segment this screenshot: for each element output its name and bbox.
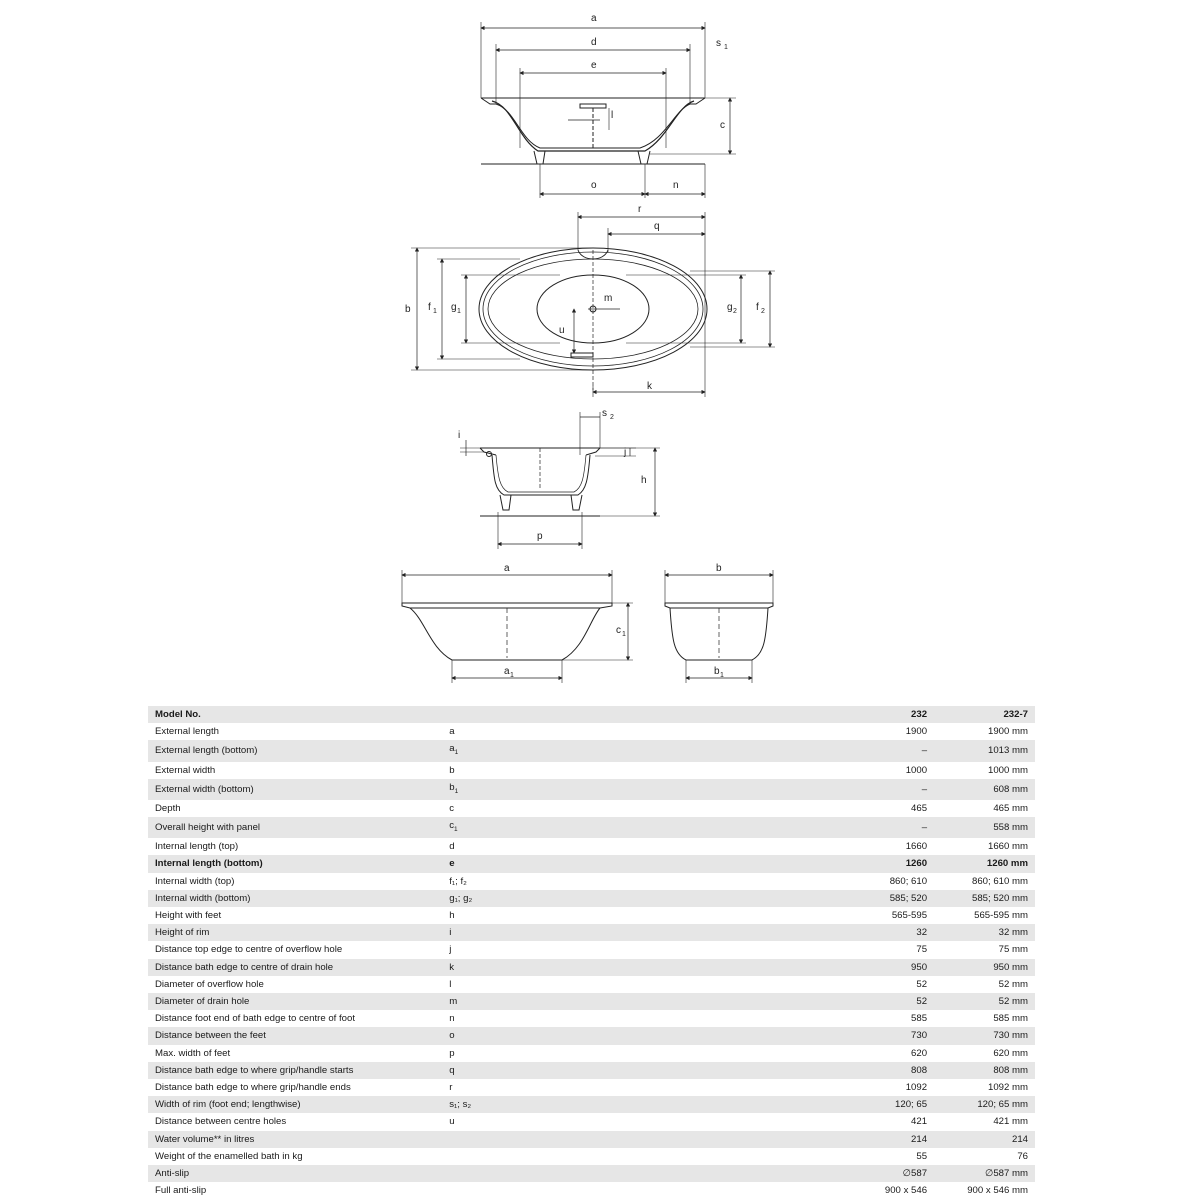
table-row [148, 1113, 1035, 1130]
row-symbol: q [442, 1062, 779, 1079]
dim-label-g2: g [727, 302, 733, 313]
row-label: Anti-slip [148, 1165, 442, 1182]
table-row [148, 779, 1035, 800]
row-symbol: u [442, 1113, 779, 1130]
row-value-232-7: 950 mm [934, 959, 1035, 976]
row-value-232: 565-595 [779, 907, 934, 924]
dim-label-panel-b: b [716, 563, 722, 574]
row-value-232-7: 1900 mm [934, 723, 1035, 740]
panel-side-drawing [402, 570, 633, 683]
row-value-232: 900 x 546 [779, 1182, 934, 1199]
table-row [148, 1045, 1035, 1062]
row-value-232-7: 76 [934, 1148, 1035, 1165]
row-label: Overall height with panel [148, 817, 442, 838]
row-value-232-7: 860; 610 mm [934, 873, 1035, 890]
row-label: Height of rim [148, 924, 442, 941]
row-value-232-7: 730 mm [934, 1027, 1035, 1044]
dim-label-i: i [458, 430, 461, 441]
row-symbol-subscript: 1 [454, 787, 459, 795]
row-symbol: d [442, 838, 779, 855]
dim-label-g1: g [451, 302, 457, 313]
row-symbol [442, 1165, 779, 1182]
end-view-drawing [460, 412, 660, 549]
row-symbol: s₁; s₂ [442, 1096, 779, 1113]
dim-label-m: m [604, 293, 613, 304]
row-value-232-7: 1092 mm [934, 1079, 1035, 1096]
dim-label-k: k [647, 381, 652, 392]
dim-label-s2: s [602, 408, 607, 419]
row-symbol: l [442, 976, 779, 993]
dim-label-e: e [591, 60, 597, 71]
row-label: Internal width (top) [148, 873, 442, 890]
row-label: Diameter of overflow hole [148, 976, 442, 993]
row-value-232: – [779, 779, 934, 800]
row-value-232: 1092 [779, 1079, 934, 1096]
panel-side-labels [504, 563, 626, 679]
row-symbol: f₁; f₂ [442, 873, 779, 890]
dim-label-s2-sub: 2 [610, 414, 614, 421]
row-value-232-7: 1660 mm [934, 838, 1035, 855]
row-value-232-7: 808 mm [934, 1062, 1035, 1079]
row-label: Distance between centre holes [148, 1113, 442, 1130]
dim-label-c1-sub: 1 [622, 631, 626, 638]
row-value-232: 585 [779, 1010, 934, 1027]
row-value-232: 808 [779, 1062, 934, 1079]
table-row [148, 924, 1035, 941]
row-value-232-7: 1260 mm [934, 855, 1035, 872]
dim-label-l: l [611, 110, 614, 121]
row-value-232: 585; 520 [779, 890, 934, 907]
row-label: Distance between the feet [148, 1027, 442, 1044]
table-row [148, 1062, 1035, 1079]
row-label: Internal length (top) [148, 838, 442, 855]
row-value-232-7: 32 mm [934, 924, 1035, 941]
row-label: Diameter of drain hole [148, 993, 442, 1010]
dim-label-a: a [591, 13, 597, 24]
table-row [148, 1027, 1035, 1044]
row-value-232-7: 120; 65 mm [934, 1096, 1035, 1113]
row-value-232-7: 620 mm [934, 1045, 1035, 1062]
row-label: External length (bottom) [148, 740, 442, 761]
table-row [148, 1182, 1035, 1199]
row-symbol: g₁; g₂ [442, 890, 779, 907]
dim-label-u: u [559, 325, 565, 336]
row-symbol-subscript: 1 [454, 749, 459, 757]
row-value-232-7: 565-595 mm [934, 907, 1035, 924]
row-value-232: 52 [779, 976, 934, 993]
table-row [148, 723, 1035, 740]
row-value-232: – [779, 740, 934, 761]
row-label: Distance bath edge to where grip/handle ends [148, 1079, 442, 1096]
row-label: Distance bath edge to where grip/handle starts [148, 1062, 442, 1079]
row-label: Water volume** in litres [148, 1131, 442, 1148]
row-symbol: k [442, 959, 779, 976]
row-value-232-7: 608 mm [934, 779, 1035, 800]
side-view-drawing [481, 22, 736, 198]
dim-label-panel-a: a [504, 563, 510, 574]
table-row [148, 890, 1035, 907]
row-symbol [442, 1148, 779, 1165]
row-label: External length [148, 723, 442, 740]
dim-label-f2-sub: 2 [761, 308, 765, 315]
row-value-232: 950 [779, 959, 934, 976]
table-row [148, 873, 1035, 890]
row-symbol: i [442, 924, 779, 941]
dim-label-a1: a [504, 666, 510, 677]
header-model-label: Model No. [148, 706, 442, 723]
row-value-232: 620 [779, 1045, 934, 1062]
dim-label-b1-sub: 1 [720, 672, 724, 679]
dim-label-r: r [638, 204, 642, 215]
table-row [148, 855, 1035, 872]
dim-label-s1-sub: 1 [724, 44, 728, 51]
table-row [148, 959, 1035, 976]
row-symbol: p [442, 1045, 779, 1062]
row-symbol: b [442, 762, 779, 779]
dim-label-p: p [537, 531, 543, 542]
row-value-232: 55 [779, 1148, 934, 1165]
row-value-232-7: ∅587 mm [934, 1165, 1035, 1182]
row-value-232: 421 [779, 1113, 934, 1130]
row-label: Depth [148, 800, 442, 817]
row-label: Distance top edge to centre of overflow hole [148, 941, 442, 958]
row-value-232-7: 585 mm [934, 1010, 1035, 1027]
table-row [148, 1096, 1035, 1113]
row-value-232-7: 1000 mm [934, 762, 1035, 779]
dim-label-j: j [624, 447, 627, 458]
table-row [148, 1010, 1035, 1027]
dim-label-o: o [591, 180, 597, 191]
row-value-232: 1900 [779, 723, 934, 740]
row-symbol: m [442, 993, 779, 1010]
row-symbol: $b_1$ [442, 779, 779, 800]
dim-label-h: h [641, 475, 647, 486]
header-model-232: 232 [779, 706, 934, 723]
table-row [148, 907, 1035, 924]
table-row [148, 800, 1035, 817]
dim-label-g2-sub: 2 [733, 308, 737, 315]
row-label: External width (bottom) [148, 779, 442, 800]
row-symbol: $a_1$ [442, 740, 779, 761]
row-value-232: 860; 610 [779, 873, 934, 890]
table-row [148, 838, 1035, 855]
row-value-232-7: 585; 520 mm [934, 890, 1035, 907]
row-symbol: a [442, 723, 779, 740]
table-row [148, 1165, 1035, 1182]
dim-label-n: n [673, 180, 679, 191]
dim-label-d: d [591, 37, 597, 48]
row-label: Distance bath edge to centre of drain hole [148, 959, 442, 976]
row-value-232: 465 [779, 800, 934, 817]
row-symbol: r [442, 1079, 779, 1096]
row-label: Width of rim (foot end; lengthwise) [148, 1096, 442, 1113]
row-value-232: 52 [779, 993, 934, 1010]
table-row [148, 1131, 1035, 1148]
dim-label-c1: c [616, 625, 621, 636]
dim-label-f1: f [428, 302, 431, 313]
table-row [148, 941, 1035, 958]
dim-label-g1-sub: 1 [457, 308, 461, 315]
end-view-labels [458, 408, 647, 542]
row-value-232-7: 75 mm [934, 941, 1035, 958]
row-value-232-7: 558 mm [934, 817, 1035, 838]
row-value-232: ∅587 [779, 1165, 934, 1182]
row-value-232: 1660 [779, 838, 934, 855]
table-row [148, 1079, 1035, 1096]
table-row [148, 1148, 1035, 1165]
dim-label-f1-sub: 1 [433, 308, 437, 315]
row-value-232-7: 900 x 546 mm [934, 1182, 1035, 1199]
row-label: Distance foot end of bath edge to centre of foot [148, 1010, 442, 1027]
row-value-232: 730 [779, 1027, 934, 1044]
row-value-232-7: 52 mm [934, 993, 1035, 1010]
row-value-232: 120; 65 [779, 1096, 934, 1113]
dim-label-b: b [405, 304, 411, 315]
header-model-232-7: 232-7 [934, 706, 1035, 723]
row-symbol: j [442, 941, 779, 958]
row-value-232: 75 [779, 941, 934, 958]
row-value-232-7: 1013 mm [934, 740, 1035, 761]
row-value-232: 1260 [779, 855, 934, 872]
dim-label-q: q [654, 221, 660, 232]
row-value-232-7: 214 [934, 1131, 1035, 1148]
table-header-row [148, 706, 1035, 723]
row-symbol [442, 1182, 779, 1199]
table-row [148, 993, 1035, 1010]
table-row [148, 762, 1035, 779]
row-value-232: 32 [779, 924, 934, 941]
row-label: External width [148, 762, 442, 779]
top-view-drawing [411, 212, 775, 397]
row-symbol [442, 1131, 779, 1148]
row-label: Height with feet [148, 907, 442, 924]
row-value-232-7: 465 mm [934, 800, 1035, 817]
row-symbol: $c_1$ [442, 817, 779, 838]
dim-label-s1: s [716, 38, 721, 49]
row-symbol-subscript: 1 [454, 825, 458, 833]
row-symbol: n [442, 1010, 779, 1027]
table-row [148, 976, 1035, 993]
row-value-232: 214 [779, 1131, 934, 1148]
row-value-232-7: 52 mm [934, 976, 1035, 993]
row-symbol: h [442, 907, 779, 924]
row-symbol: c [442, 800, 779, 817]
row-label: Weight of the enamelled bath in kg [148, 1148, 442, 1165]
row-label: Internal length (bottom) [148, 855, 442, 872]
dim-label-b1: b [714, 666, 720, 677]
table-row [148, 740, 1035, 761]
row-label: Internal width (bottom) [148, 890, 442, 907]
specification-table [148, 706, 1035, 1199]
dim-label-c: c [720, 120, 725, 131]
row-value-232: – [779, 817, 934, 838]
row-label: Full anti-slip [148, 1182, 442, 1199]
row-label: Max. width of feet [148, 1045, 442, 1062]
row-symbol: o [442, 1027, 779, 1044]
top-view-labels [405, 204, 765, 392]
row-value-232: 1000 [779, 762, 934, 779]
row-value-232-7: 421 mm [934, 1113, 1035, 1130]
row-symbol: e [442, 855, 779, 872]
dim-label-f2: f [756, 302, 759, 313]
table-row [148, 817, 1035, 838]
dim-label-a1-sub: 1 [510, 672, 514, 679]
